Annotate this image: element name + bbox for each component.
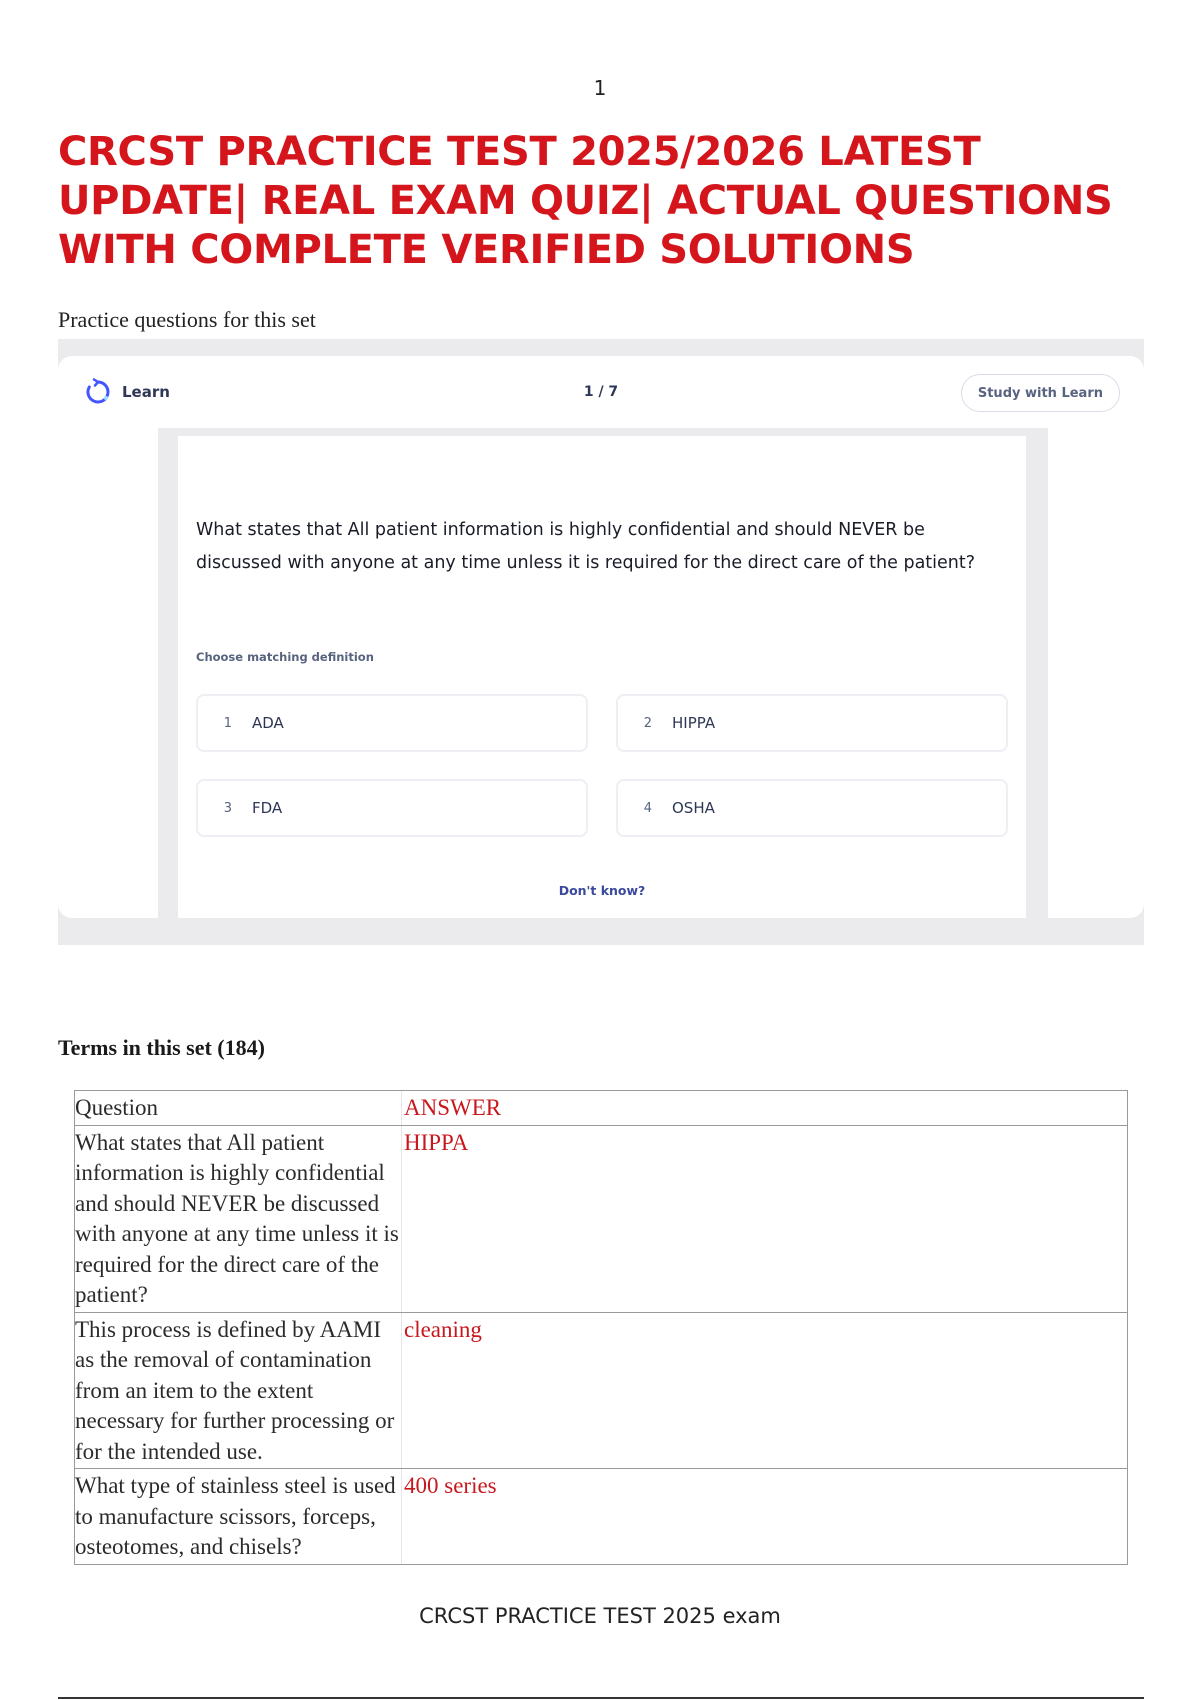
option-number: 4	[643, 800, 652, 816]
term-answer: 400 series	[402, 1469, 1128, 1565]
question-text: What states that All patient information is highly confidential and should NEVER be discussed with anyone at any time unless it is required for the direct care of the patient?	[196, 520, 976, 573]
term-question: What states that All patient information is highly confidential and should NEVER be discussed with anyone at any time unless it is required for the direct care of the patient?	[75, 1125, 402, 1312]
option-number: 2	[643, 715, 652, 731]
question-panel	[158, 428, 1048, 918]
header-answer: ANSWER	[402, 1091, 1128, 1126]
learn-label: Learn	[122, 383, 170, 401]
option-number: 1	[223, 715, 232, 731]
table-header-row	[75, 1091, 1128, 1126]
option-number: 3	[223, 800, 232, 816]
progress-counter: 1 / 7	[583, 384, 619, 400]
learn-widget	[58, 339, 1144, 945]
footer-divider	[58, 1697, 1144, 1699]
set-intro-text: Practice questions for this set	[58, 307, 316, 332]
study-with-learn-button[interactable]: Study with Learn	[961, 374, 1120, 412]
option-label: FDA	[252, 799, 283, 817]
option-label: OSHA	[672, 799, 715, 817]
table-row	[75, 1469, 1128, 1565]
page-number: 1	[593, 76, 607, 100]
choose-prompt: Choose matching definition	[196, 650, 374, 664]
terms-heading: Terms in this set (184)	[58, 1035, 265, 1060]
learn-card	[58, 356, 1144, 918]
document-title: CRCST PRACTICE TEST 2025/2026 LATEST UPDATE| REAL EXAM QUIZ| ACTUAL QUESTIONS WITH COMPLETE VERIFIED SOLUTIONS	[58, 129, 1113, 273]
table-row	[75, 1125, 1128, 1312]
option-label: HIPPA	[672, 714, 716, 732]
footer-caption: CRCST PRACTICE TEST 2025 exam	[419, 1604, 781, 1628]
dont-know-link[interactable]: Don't know?	[558, 883, 646, 898]
header-question: Question	[75, 1091, 402, 1126]
term-question: What type of stainless steel is used to manufacture scissors, forceps, osteotomes, and chisels?	[75, 1469, 402, 1565]
term-answer: HIPPA	[402, 1125, 1128, 1312]
answer-option-3[interactable]	[196, 779, 588, 837]
table-row	[75, 1312, 1128, 1469]
answer-option-1[interactable]	[196, 694, 588, 752]
term-answer: cleaning	[402, 1312, 1128, 1469]
option-label: ADA	[252, 714, 284, 732]
term-question: This process is defined by AAMI as the removal of contamination from an item to the extent necessary for further processing or for the intended use.	[75, 1312, 402, 1469]
answer-option-2[interactable]	[616, 694, 1008, 752]
answer-option-4[interactable]	[616, 779, 1008, 837]
question-card	[178, 436, 1026, 918]
terms-table	[74, 1090, 1128, 1565]
